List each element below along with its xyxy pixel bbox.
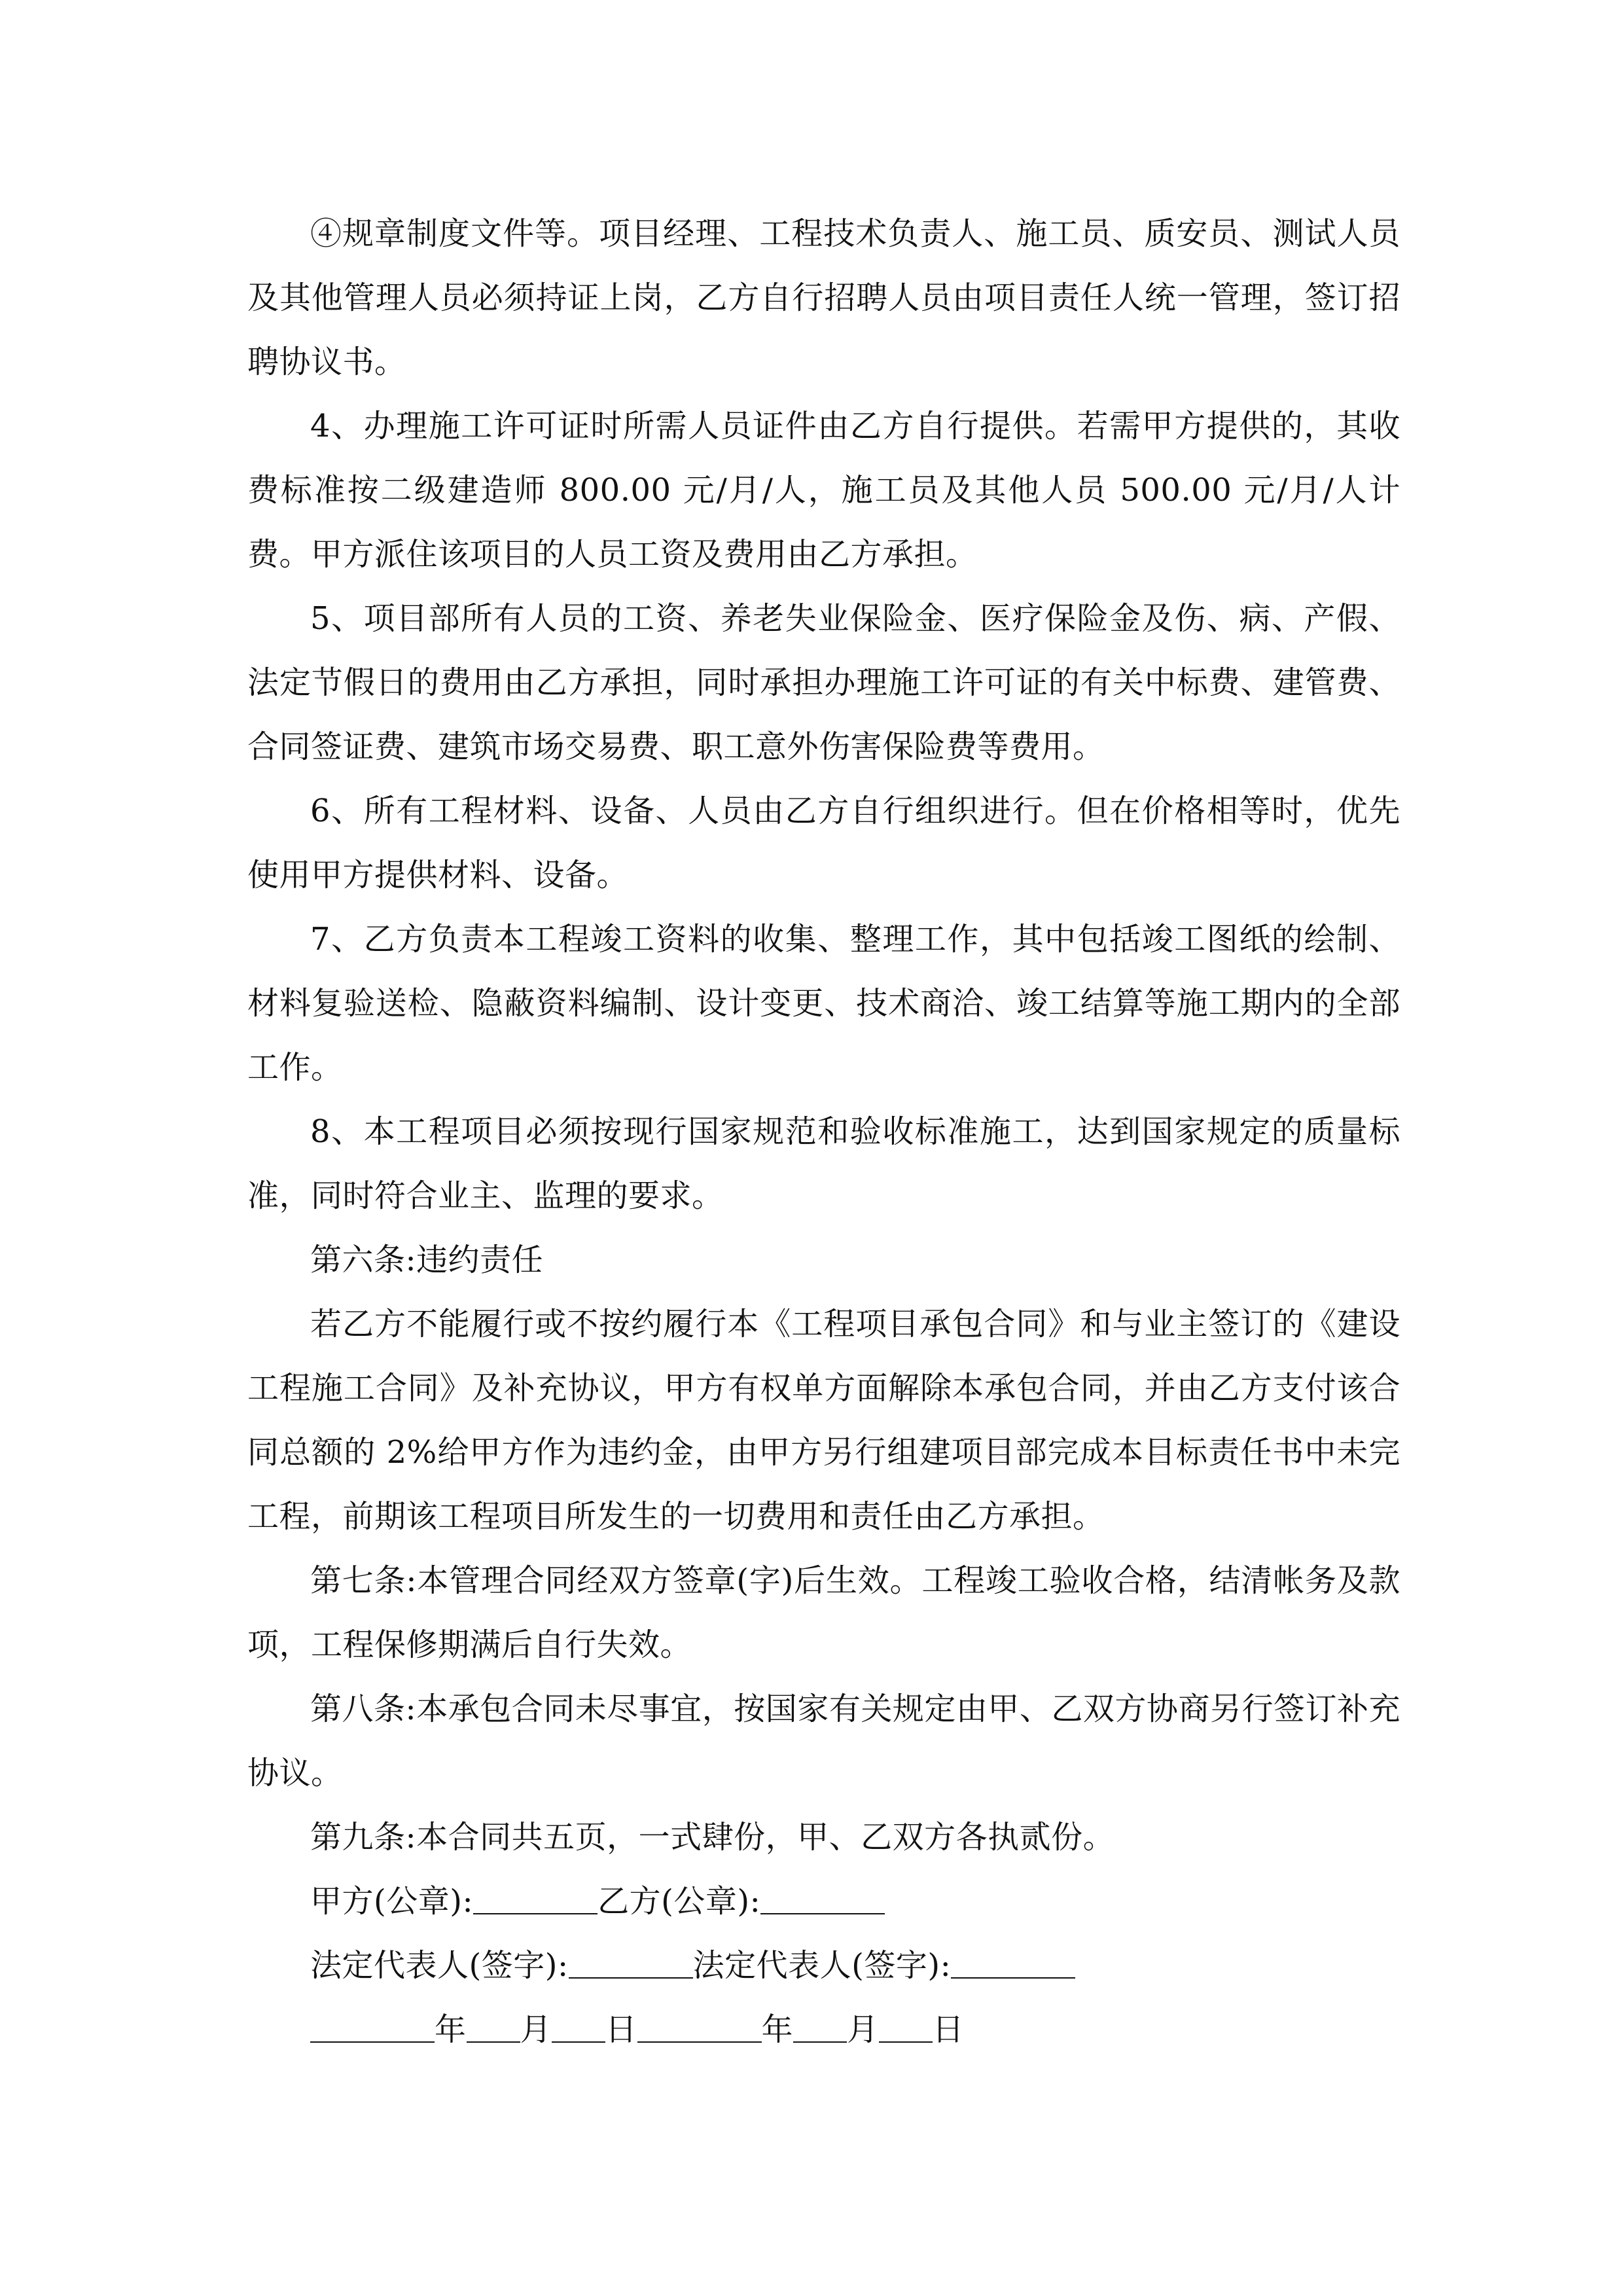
party-b-seal-blank[interactable]	[760, 1887, 885, 1914]
contract-text	[247, 202, 1400, 2062]
seal-line	[247, 1869, 1400, 1933]
date-a-month-blank[interactable]	[467, 2015, 520, 2043]
date-b-month-blank[interactable]	[793, 2015, 847, 2043]
party-b-seal-label: 乙方(公章):	[597, 1883, 761, 1920]
date-a-day-blank[interactable]	[552, 2015, 605, 2043]
paragraph-regulations: ④规章制度文件等。项目经理、工程技术负责人、施工员、质安员、测试人员及其他管理人员必须持证上岗，乙方自行招聘人员由项目责任人统一管理，签订招聘协议书。	[247, 215, 1400, 380]
paragraph-item-5: 5、项目部所有人员的工资、养老失业保险金、医疗保险金及伤、病、产假、法定节假日的费用由乙方承担，同时承担办理施工许可证的有关中标费、建管费、合同签证费、建筑市场交易费、职工意外伤害保险费等费用。	[247, 600, 1400, 765]
article-9: 第九条:本合同共五页，一式肆份，甲、乙双方各执贰份。	[310, 1819, 1115, 1856]
party-a-seal-blank[interactable]	[473, 1887, 597, 1914]
date-b-day-label: 日	[932, 2011, 965, 2048]
paragraph-breach-liability: 若乙方不能履行或不按约履行本《工程项目承包合同》和与业主签订的《建设工程施工合同》及补充协议，甲方有权单方面解除本承包合同，并由乙方支付该合同总额的 2%给甲方作为违约金，由甲方另行组建项目部完成本目标责任书中未完工程，前期该工程项目所发生的一切费用和责任由乙方承担。	[247, 1306, 1400, 1535]
representative-line	[247, 1933, 1400, 1998]
date-b-year-label: 年	[761, 2011, 794, 2048]
date-b-year-blank[interactable]	[637, 2015, 762, 2043]
article-8: 第八条:本承包合同未尽事宜，按国家有关规定由甲、乙双方协商另行签订补充协议。	[247, 1691, 1400, 1791]
date-a-year-label: 年	[435, 2011, 467, 2048]
rep-a-blank[interactable]	[569, 1951, 693, 1979]
date-b-month-label: 月	[847, 2011, 879, 2048]
article-7: 第七条:本管理合同经双方签章(字)后生效。工程竣工验收合格，结清帐务及款项，工程保修期满后自行失效。	[247, 1562, 1400, 1663]
rep-b-blank[interactable]	[951, 1951, 1075, 1979]
date-a-month-label: 月	[520, 2011, 552, 2048]
date-a-year-blank[interactable]	[310, 2015, 435, 2043]
paragraph-item-8: 8、本工程项目必须按现行国家规范和验收标准施工，达到国家规定的质量标准，同时符合业主、监理的要求。	[247, 1113, 1400, 1214]
paragraph-item-6: 6、所有工程材料、设备、人员由乙方自行组织进行。但在价格相等时，优先使用甲方提供材料、设备。	[247, 793, 1400, 893]
paragraph-item-7: 7、乙方负责本工程竣工资料的收集、整理工作，其中包括竣工图纸的绘制、材料复验送检、隐蔽资料编制、设计变更、技术商洽、竣工结算等施工期内的全部工作。	[247, 921, 1400, 1086]
paragraph-item-4: 4、办理施工许可证时所需人员证件由乙方自行提供。若需甲方提供的，其收费标准按二级建造师 800.00 元/月/人，施工员及其他人员 500.00 元/月/人计费。甲方派住该项目的人员工资及费用由乙方承担。	[247, 408, 1400, 573]
party-a-seal-label: 甲方(公章):	[310, 1883, 474, 1920]
rep-b-label: 法定代表人(签字):	[692, 1947, 952, 1984]
rep-a-label: 法定代表人(签字):	[310, 1947, 569, 1984]
date-b-day-blank[interactable]	[879, 2015, 933, 2043]
date-a-day-label: 日	[605, 2011, 637, 2048]
date-line	[247, 1998, 1400, 2062]
article-6-heading: 第六条:违约责任	[310, 1242, 544, 1278]
